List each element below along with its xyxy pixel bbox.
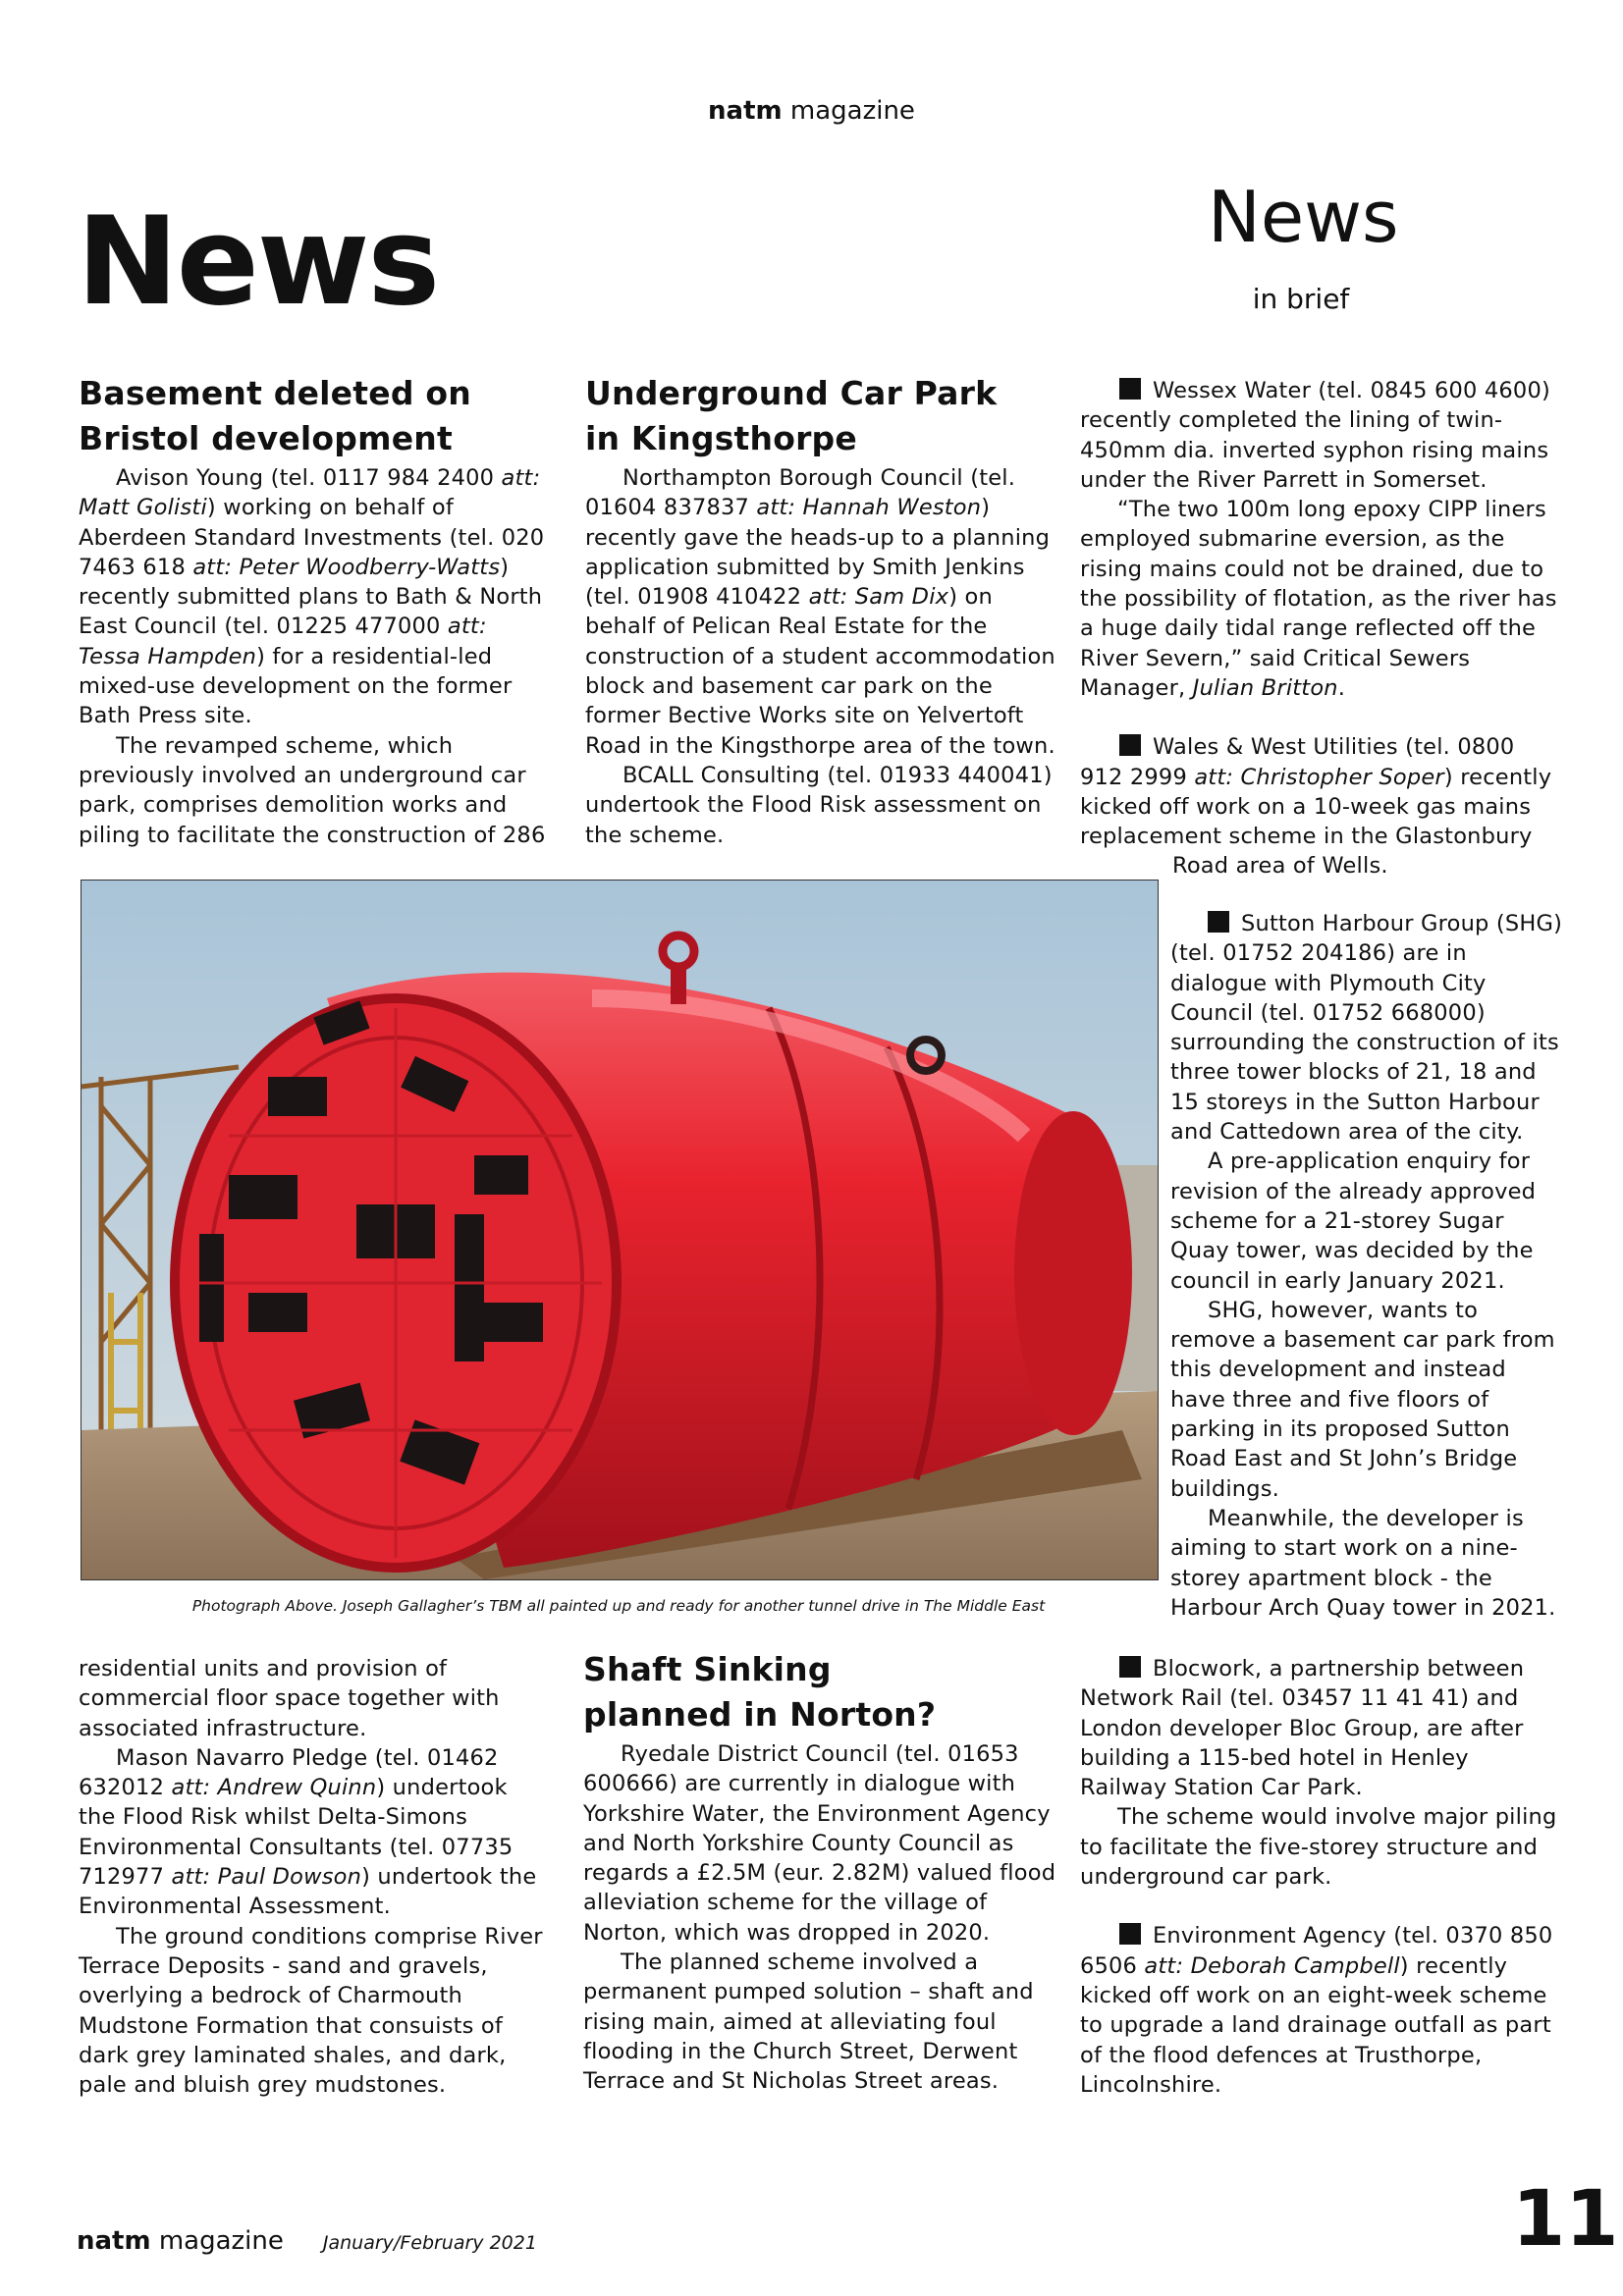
text-run: Mason Navarro Pledge (tel. 01462 632012 — [79, 1744, 499, 1801]
paragraph — [79, 1922, 548, 2101]
heading-line: planned in Norton? — [583, 1695, 937, 1734]
header-brand-rest: magazine — [782, 96, 915, 126]
text-run: BCALL Consulting (tel. 01933 440041) undertook the Flood Risk assessment on the scheme. — [585, 762, 1053, 848]
text-run: Environment Agency (tel. 0370 850 6506 — [1080, 1923, 1553, 1979]
bullet-square-icon — [1208, 911, 1229, 933]
text-run: The ground conditions comprise River Terrace Deposits - sand and gravels, overlying a bedrock of Charmouth Mudstone Formation that consuists of dark grey laminated shales, and dark, pale and bluish grey mudstones. — [79, 1923, 543, 2099]
heading-line: Basement deleted on — [79, 374, 471, 412]
text-run: Meanwhile, the developer is aiming to start work on a nine-storey apartment block - the Harbour Arch Quay tower in 2021. — [1170, 1505, 1556, 1621]
news-in-brief-sutton — [1170, 909, 1563, 1623]
paragraph — [79, 1654, 548, 1743]
paragraph — [1080, 851, 1561, 881]
contact-name: att: Hannah Weston — [756, 495, 982, 521]
paragraph — [583, 1948, 1064, 2096]
text-run: Ryedale District Council (tel. 01653 600666) are currently in dialogue with Yorkshire Water, the Environment Agency and North Yorkshire County Council as regards a £2.5M (eur. 2.82M) valued flood alleviation scheme for the village of Norton, which was dropped in 2020. — [583, 1741, 1056, 1946]
text-run: residential units and provision of commercial floor space together with associated infrastructure. — [79, 1656, 500, 1741]
article-kingsthorpe — [585, 371, 1066, 850]
bullet-square-icon — [1119, 734, 1141, 756]
issue-date: January/February 2021 — [322, 2232, 537, 2254]
contact-name: att: Christopher Soper — [1194, 764, 1444, 790]
text-run: Wessex Water (tel. 0845 600 4600) recently completed the lining of twin-450mm dia. inverted syphon rising mains under the River Parrett in Somerset. — [1080, 378, 1550, 493]
page-footer — [77, 2226, 537, 2256]
contact-name: Julian Britton — [1192, 674, 1338, 701]
bullet-square-icon — [1119, 1923, 1141, 1945]
article-heading — [79, 371, 548, 461]
article-norton — [583, 1647, 1064, 2097]
text-run: Wales & West Utilities (tel. 0800 912 2999 — [1080, 734, 1515, 790]
bullet-square-icon — [1119, 378, 1141, 400]
text-run: ) for a residential-led mixed-use development on the former Bath Press site. — [79, 643, 513, 729]
contact-name: att: Matt Golisti — [79, 465, 541, 521]
paragraph — [1170, 1504, 1563, 1623]
heading-line: Shaft Sinking — [583, 1650, 832, 1688]
text-run: ) recently kicked off work on a 10-week gas mains replacement scheme in the Glastonbury — [1080, 764, 1552, 850]
heading-line: Underground Car Park — [585, 374, 998, 412]
text-run: A pre-application enquiry for revision of the already approved scheme for a 21-storey Sugar Quay tower, was decided by the council in early January 2021. — [1170, 1148, 1537, 1294]
footer-brand-rest: magazine — [150, 2226, 284, 2256]
contact-name: att: Andrew Quinn — [171, 1775, 377, 1801]
tbm-photo — [81, 880, 1159, 1580]
text-run: Avison Young (tel. 0117 984 2400 — [116, 465, 502, 491]
text-run: ) recently kicked off work on an eight-week scheme to upgrade a land drainage outfall as part of the flood defences at Trusthorpe, Lincolnshire. — [1080, 1952, 1551, 2098]
bullet-square-icon — [1119, 1656, 1141, 1678]
paragraph — [585, 463, 1066, 761]
text-run: Sutton Harbour Group (SHG) (tel. 01752 204186) are in dialogue with Plymouth City Council (tel. 01752 668000) surrounding the construction of its three tower blocks of 21, 18 and 15 storeys in the Sutton Harbour and Cattedown area of the city. — [1170, 911, 1563, 1146]
article-bristol-continued — [79, 1654, 548, 2100]
article-heading — [583, 1647, 1064, 1737]
news-in-brief-bottom — [1080, 1654, 1561, 2100]
text-run: ) recently submitted plans to Bath & North East Council (tel. 01225 477000 — [79, 554, 543, 640]
text-run: . — [1337, 674, 1346, 701]
paragraph — [79, 731, 548, 850]
contact-name: att: Peter Woodberry-Watts — [192, 554, 501, 580]
text-run: Road area of Wells. — [1172, 853, 1388, 880]
text-run: Northampton Borough Council (tel. 01604 837837 — [585, 465, 1016, 521]
page-title: News — [77, 191, 439, 333]
contact-name: att: Sam Dix — [808, 584, 949, 611]
paragraph — [1170, 1296, 1563, 1504]
paragraph — [1080, 1802, 1561, 1892]
text-run: Blocwork, a partnership between Network Rail (tel. 03457 11 41 41) and London developer Bloc Group, are after building a 115-bed hotel in Henley Railway Station Car Park. — [1080, 1656, 1525, 1801]
article-heading — [585, 371, 1066, 461]
paragraph — [1080, 495, 1561, 703]
text-run: ) working on behalf of Aberdeen Standard Investments (tel. 020 7463 618 — [79, 495, 545, 580]
paragraph — [1080, 1923, 1552, 2097]
paragraph — [1080, 378, 1550, 493]
paragraph — [583, 1739, 1064, 1948]
tbm-illustration — [81, 881, 1158, 1579]
footer-brand-bold: natm — [77, 2226, 151, 2256]
news-in-brief-title: News — [1208, 176, 1399, 258]
text-run: “The two 100m long epoxy CIPP liners employed submarine eversion, as the rising mains could not be drained, due to the possibility of flotation, as the river has a huge daily tidal range reflected off the River Severn,” said Critical Sewers Manager, — [1080, 497, 1557, 701]
text-run: ) recently gave the heads-up to a planning application submitted by Smith Jenkins (tel. 01908 410422 — [585, 495, 1051, 611]
contact-name: att: Tessa Hampden — [79, 614, 487, 669]
contact-name: att: Deborah Campbell — [1144, 1952, 1400, 1979]
article-bristol-top — [79, 371, 548, 850]
text-run: ) undertook the Environmental Assessment. — [79, 1864, 537, 1920]
news-in-brief-top — [1080, 376, 1561, 881]
page-number: 11 — [1512, 2175, 1619, 2264]
paragraph — [1170, 911, 1562, 1145]
text-run: ) on behalf of Pelican Real Estate for the construction of a student accommodation block and basement car park on the former Bective Works site on Yelvertoft Road in the Kingsthorpe area of the town. — [585, 584, 1055, 759]
paragraph — [585, 761, 1066, 850]
paragraph — [79, 1743, 548, 1922]
paragraph — [1170, 1147, 1563, 1295]
paragraph — [1080, 1656, 1524, 1800]
contact-name: att: Paul Dowson — [171, 1864, 362, 1891]
text-run: SHG, however, wants to remove a basement car park from this development and instead have three and five floors of parking in its proposed Sutton Road East and St John’s Bridge buildings. — [1170, 1297, 1555, 1502]
photo-caption: Photograph Above. Joseph Gallagher’s TBM all painted up and ready for another tunnel drive in The Middle East — [191, 1597, 1046, 1615]
heading-line: in Kingsthorpe — [585, 419, 857, 457]
text-run: ) undertook the Flood Risk whilst Delta-Simons Environmental Consultants (tel. 07735 712977 — [79, 1775, 514, 1891]
page-header — [0, 96, 1623, 126]
header-brand-bold: natm — [708, 96, 783, 126]
heading-line: Bristol development — [79, 419, 453, 457]
text-run: The revamped scheme, which previously involved an underground car park, comprises demolition works and piling to facilitate the construction of 286 — [79, 732, 546, 848]
news-in-brief-subtitle: in brief — [1252, 283, 1350, 315]
paragraph — [1080, 734, 1551, 849]
text-run: The planned scheme involved a permanent pumped solution – shaft and rising main, aimed at alleviating foul flooding in the Church Street, Derwent Terrace and St Nicholas Street areas. — [583, 1949, 1034, 2095]
text-run: The scheme would involve major piling to facilitate the five-storey structure and underground car park. — [1080, 1804, 1557, 1891]
paragraph — [79, 463, 548, 731]
